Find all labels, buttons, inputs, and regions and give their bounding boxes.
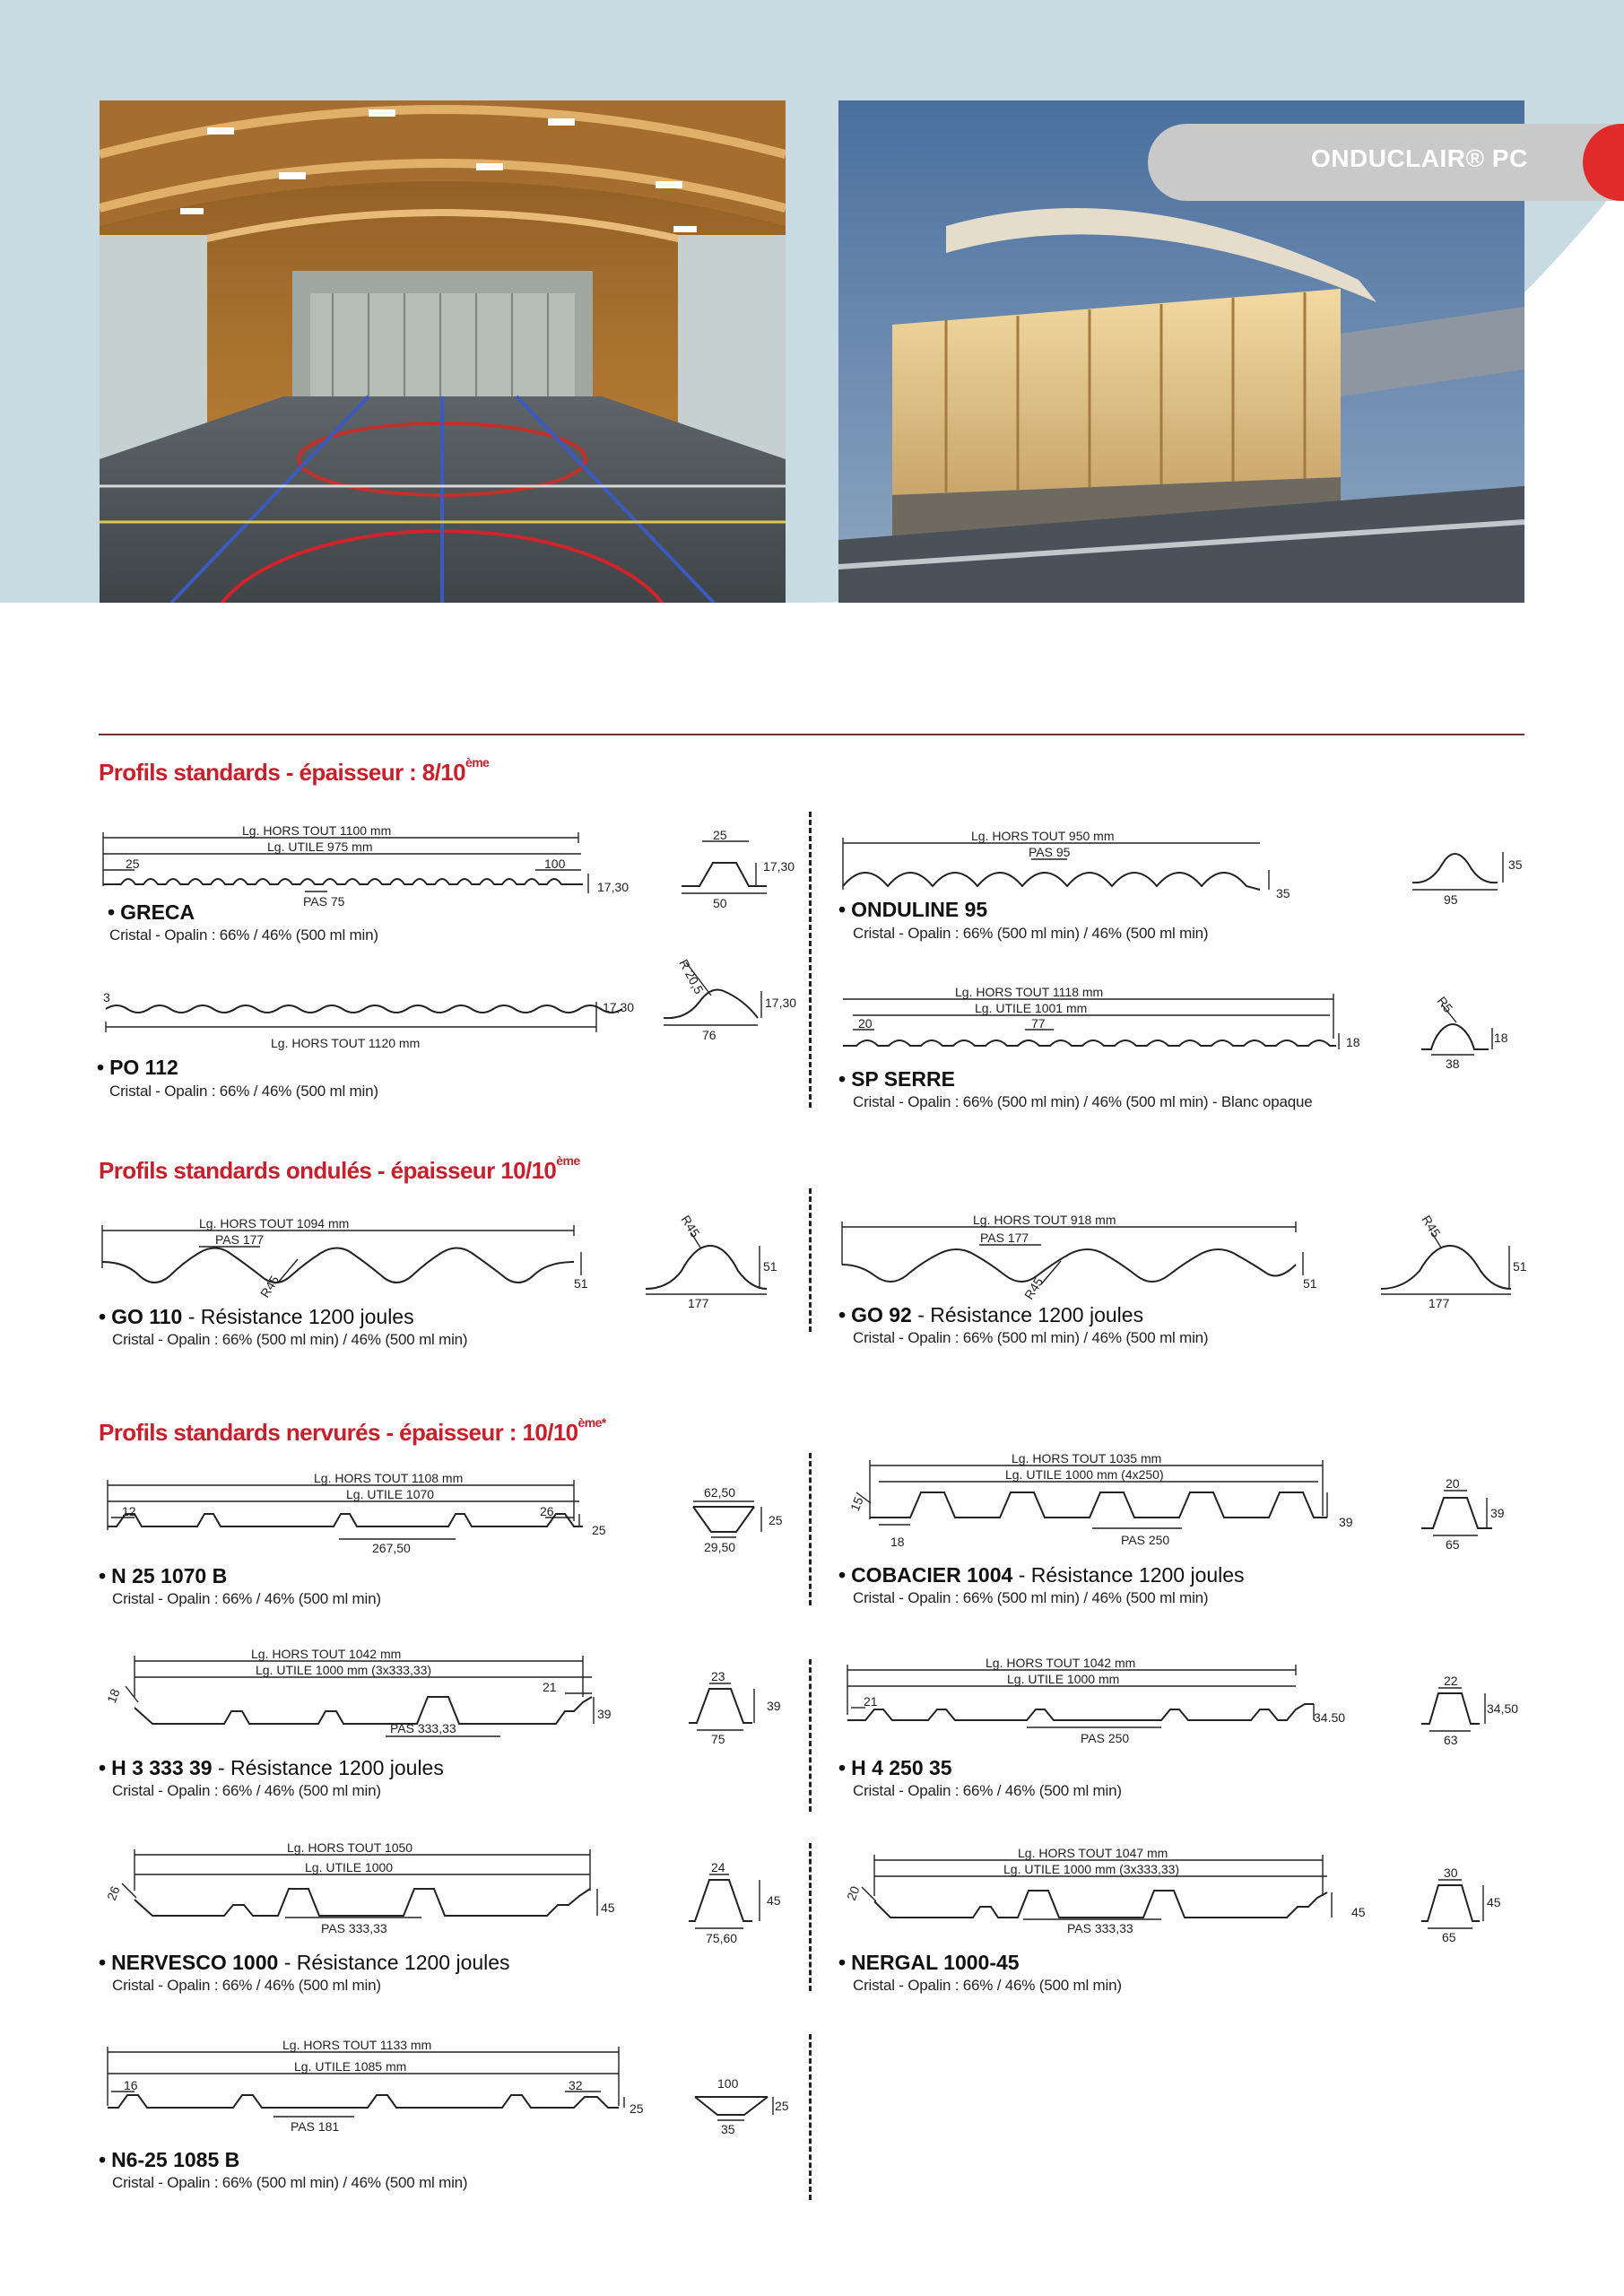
dim-pas: PAS 333,33 (390, 1721, 456, 1735)
dim-height: 17,30 (597, 880, 630, 894)
detail-height: 18 (1494, 1031, 1508, 1045)
detail-bottom: 75 (711, 1732, 725, 1746)
dim-height: 25 (592, 1523, 606, 1537)
profile-drawing-po112 (99, 989, 646, 1052)
detail-height: 25 (769, 1513, 783, 1527)
dim-height: 45 (601, 1900, 615, 1915)
detail-height: 51 (1513, 1259, 1527, 1274)
profile-drawing-cobacier (838, 1448, 1376, 1549)
detail-bottom: 177 (1429, 1296, 1450, 1310)
detail-top: 30 (1444, 1866, 1458, 1880)
profile-detail-po112 (659, 946, 812, 1045)
detail-height: 34,50 (1487, 1701, 1519, 1716)
detail-top: 100 (717, 2076, 739, 2091)
profile-drawing-n25 (99, 1467, 619, 1557)
product-name: • N 25 1070 B (99, 1564, 228, 1587)
detail-height: 51 (763, 1259, 777, 1274)
product-name: • SP SERRE (838, 1067, 955, 1091)
detail-top: 20 (1446, 1476, 1460, 1491)
dim-right: 26 (540, 1504, 554, 1518)
product-name: • H 3 333 39 - Résistance 1200 joules (99, 1756, 444, 1779)
detail-top: 22 (1444, 1674, 1458, 1688)
product-description: Cristal - Opalin : 66% (500 ml min) / 46% (500 ml min) - Blanc opaque (853, 1093, 1313, 1110)
dim-utile: Lg. UTILE 1085 mm (294, 2059, 407, 2074)
dim-hors-tout: Lg. HORS TOUT 1133 mm (282, 2038, 432, 2052)
section-title-sup: ème (556, 1153, 580, 1168)
dim-hors-tout: Lg. HORS TOUT 1108 mm (314, 1471, 464, 1485)
detail-bottom: 65 (1446, 1537, 1460, 1552)
product-name: • GO 110 - Résistance 1200 joules (99, 1305, 414, 1328)
dim-right: 100 (544, 857, 566, 871)
dim-pas: PAS 333,33 (321, 1921, 387, 1935)
section-title-ondules (99, 1153, 580, 1185)
product-description: Cristal - Opalin : 66% / 46% (500 ml min) (109, 926, 378, 944)
dim-utile: Lg. UTILE 1000 mm (3x333,33) (1003, 1862, 1180, 1876)
dim-left: 16 (124, 2078, 138, 2092)
detail-bottom: 29,50 (704, 1540, 736, 1554)
dim-height: 39 (1339, 1515, 1353, 1529)
detail-radius: R 20,5 (676, 956, 707, 996)
column-divider (809, 1453, 812, 1605)
dim-left: 3 (103, 990, 110, 1004)
brand-title: ONDUCLAIR® PC (1311, 144, 1528, 172)
profile-drawing-nervesco (99, 1837, 619, 1935)
profile-detail-greca (677, 828, 812, 910)
section-title-text: Profils standards ondulés - épaisseur 10/10 (99, 1157, 557, 1184)
profile-detail-nergal (1417, 1860, 1524, 1950)
profile-drawing-nergal (838, 1842, 1376, 1941)
dim-height: 25 (630, 2101, 644, 2116)
product-description: Cristal - Opalin : 66% / 46% (500 ml min) (112, 1590, 381, 1607)
section-title-nervures (99, 1415, 606, 1447)
dim-left-height: 18 (103, 1686, 123, 1706)
dim-left: 12 (122, 1504, 136, 1518)
dim-height: 45 (1351, 1905, 1366, 1919)
detail-top: 62,50 (704, 1485, 736, 1500)
dim-hors-tout: Lg. HORS TOUT 1042 mm (251, 1647, 402, 1661)
detail-bottom: 50 (713, 896, 727, 910)
product-description: Cristal - Opalin : 66% / 46% (500 ml min) (109, 1083, 378, 1100)
profile-drawing-n625 (99, 2034, 644, 2134)
profile-detail-h4250 (1417, 1668, 1524, 1749)
detail-height: 45 (1487, 1895, 1501, 1909)
detail-height: 17,30 (763, 859, 795, 874)
detail-height: 25 (775, 2099, 789, 2113)
product-description: Cristal - Opalin : 66% (500 ml min) / 46% (500 ml min) (112, 2174, 468, 2191)
dim-utile: Lg. UTILE 1000 mm (1007, 1672, 1120, 1686)
profile-detail-nervesco (684, 1855, 801, 1944)
dim-pas: PAS 250 (1121, 1533, 1170, 1547)
product-description: Cristal - Opalin : 66% / 46% (500 ml min) (853, 1782, 1122, 1799)
dim-height: 17,30 (603, 1000, 635, 1014)
dim-pas: 77 (1031, 1016, 1046, 1031)
dim-height: 39 (597, 1707, 612, 1721)
dim-pas: PAS 250 (1081, 1731, 1130, 1745)
detail-bottom: 65 (1442, 1930, 1456, 1944)
dim-height: 51 (1303, 1276, 1317, 1291)
dim-pas: PAS 177 (215, 1232, 265, 1247)
dim-utile: Lg. UTILE 975 mm (267, 839, 373, 854)
detail-top: 25 (713, 828, 727, 842)
dim-utile: Lg. UTILE 1000 (305, 1860, 394, 1874)
detail-radius: R45 (1419, 1213, 1444, 1240)
dim-pas: PAS 75 (303, 894, 345, 909)
detail-top: 23 (711, 1669, 725, 1683)
dim-pas: PAS 333,33 (1067, 1921, 1133, 1935)
section-title-text: Profils standards - épaisseur : 8/10 (99, 759, 466, 786)
product-name: • NERGAL 1000-45 (838, 1951, 1020, 1974)
detail-height: 39 (767, 1699, 781, 1713)
detail-height: 39 (1490, 1506, 1505, 1520)
product-description: Cristal - Opalin : 66% (500 ml min) / 46% (500 ml min) (853, 1589, 1209, 1606)
detail-bottom: 35 (721, 2122, 735, 2136)
column-divider (809, 1843, 812, 1991)
product-name: • PO 112 (97, 1056, 178, 1079)
product-description: Cristal - Opalin : 66% (500 ml min) / 46% (500 ml min) (853, 925, 1209, 942)
dim-pas: 267,50 (372, 1541, 411, 1555)
detail-bottom: 95 (1444, 892, 1458, 907)
detail-top: 24 (711, 1860, 725, 1874)
dim-pas: PAS 181 (291, 2119, 340, 2134)
section-title-sup: ème* (578, 1415, 606, 1430)
dim-right: 21 (543, 1680, 557, 1694)
dim-left-height: 15 (847, 1494, 866, 1514)
dim-left-height: 20 (843, 1883, 863, 1903)
dim-left: 18 (890, 1535, 905, 1549)
dim-height: 18 (1346, 1035, 1360, 1049)
profile-drawing-spserre (838, 981, 1376, 1053)
dim-height: 34.50 (1314, 1710, 1346, 1725)
product-description: Cristal - Opalin : 66% / 46% (500 ml min) (853, 1977, 1122, 1994)
dim-left: 25 (126, 857, 140, 871)
product-name: • ONDULINE 95 (838, 898, 988, 921)
dim-hors-tout: Lg. HORS TOUT 1120 mm (271, 1036, 421, 1050)
dim-hors-tout: Lg. HORS TOUT 1094 mm (199, 1216, 350, 1231)
detail-height: 45 (767, 1893, 781, 1908)
column-divider (809, 1659, 812, 1812)
section-title-standard (99, 755, 490, 787)
profile-detail-n25 (686, 1480, 803, 1561)
dim-right: 32 (569, 2078, 583, 2092)
profile-detail-spserre (1417, 992, 1524, 1073)
dim-hors-tout: Lg. HORS TOUT 1100 mm (242, 823, 392, 838)
dim-left: 20 (858, 1016, 873, 1031)
dim-left-height: 26 (103, 1883, 123, 1903)
dim-hors-tout: Lg. HORS TOUT 950 mm (971, 829, 1115, 843)
dim-utile: Lg. UTILE 1000 mm (4x250) (1005, 1467, 1164, 1482)
profile-drawing-go92 (838, 1209, 1341, 1302)
sports-hall-interior-photo (100, 100, 786, 603)
profile-detail-go110 (641, 1213, 803, 1310)
column-divider (809, 1188, 812, 1332)
detail-radius: R45 (678, 1213, 703, 1240)
dim-left: 21 (864, 1694, 878, 1709)
dim-hors-tout: Lg. HORS TOUT 1047 mm (1018, 1846, 1168, 1860)
detail-bottom: 76 (702, 1028, 716, 1042)
profile-drawing-h3333 (99, 1643, 619, 1751)
profile-drawing-greca (99, 820, 630, 909)
product-description: Cristal - Opalin : 66% / 46% (500 ml min) (112, 1977, 381, 1994)
product-name: • NERVESCO 1000 - Résistance 1200 joules (99, 1951, 510, 1974)
detail-radius: R5 (1434, 993, 1456, 1015)
product-name: • GO 92 - Résistance 1200 joules (838, 1303, 1144, 1326)
profile-detail-n625 (690, 2072, 807, 2144)
dim-hors-tout: Lg. HORS TOUT 1042 mm (986, 1656, 1136, 1670)
dim-hors-tout: Lg. HORS TOUT 1050 (287, 1840, 413, 1855)
dim-pas: PAS 95 (1029, 845, 1071, 859)
dim-radius: R45 (1020, 1274, 1046, 1302)
profile-drawing-onduline (838, 825, 1305, 900)
section-title-sup: ème (465, 755, 490, 770)
profile-detail-cobacier (1417, 1471, 1524, 1552)
column-divider (809, 2034, 812, 2200)
dim-height: 35 (1276, 886, 1290, 900)
product-description: Cristal - Opalin : 66% (500 ml min) / 46% (500 ml min) (112, 1331, 468, 1348)
dim-pas: PAS 177 (980, 1231, 1029, 1245)
detail-bottom: 38 (1446, 1057, 1460, 1071)
dim-hors-tout: Lg. HORS TOUT 918 mm (973, 1213, 1116, 1227)
detail-height: 35 (1508, 857, 1523, 872)
product-description: Cristal - Opalin : 66% (500 ml min) / 46% (500 ml min) (853, 1329, 1209, 1346)
product-name: • N6-25 1085 B (99, 2148, 240, 2171)
profile-detail-onduline (1408, 839, 1524, 907)
detail-bottom: 177 (688, 1296, 709, 1310)
dim-utile: Lg. UTILE 1000 mm (3x333,33) (256, 1663, 432, 1677)
dim-hors-tout: Lg. HORS TOUT 1035 mm (1012, 1451, 1162, 1465)
profile-drawing-h4250 (838, 1652, 1359, 1751)
detail-bottom: 75,60 (706, 1931, 738, 1945)
dim-radius: R45 (256, 1273, 282, 1300)
profile-drawing-go110 (99, 1213, 601, 1302)
dim-height: 51 (574, 1276, 588, 1291)
header-divider (99, 734, 1524, 735)
dim-utile: Lg. UTILE 1001 mm (975, 1001, 1088, 1015)
product-name: • GRECA (108, 900, 195, 924)
product-description: Cristal - Opalin : 66% / 46% (500 ml min) (112, 1782, 381, 1799)
dim-hors-tout: Lg. HORS TOUT 1118 mm (955, 985, 1104, 999)
profile-detail-go92 (1376, 1213, 1538, 1310)
detail-bottom: 63 (1444, 1733, 1458, 1747)
product-name: • H 4 250 35 (838, 1756, 952, 1779)
product-name: • COBACIER 1004 - Résistance 1200 joules (838, 1563, 1245, 1587)
detail-height: 17,30 (765, 996, 797, 1010)
dim-utile: Lg. UTILE 1070 (346, 1487, 435, 1501)
section-title-text: Profils standards nervurés - épaisseur : 10/10 (99, 1419, 578, 1446)
profile-detail-h3333 (684, 1664, 792, 1744)
